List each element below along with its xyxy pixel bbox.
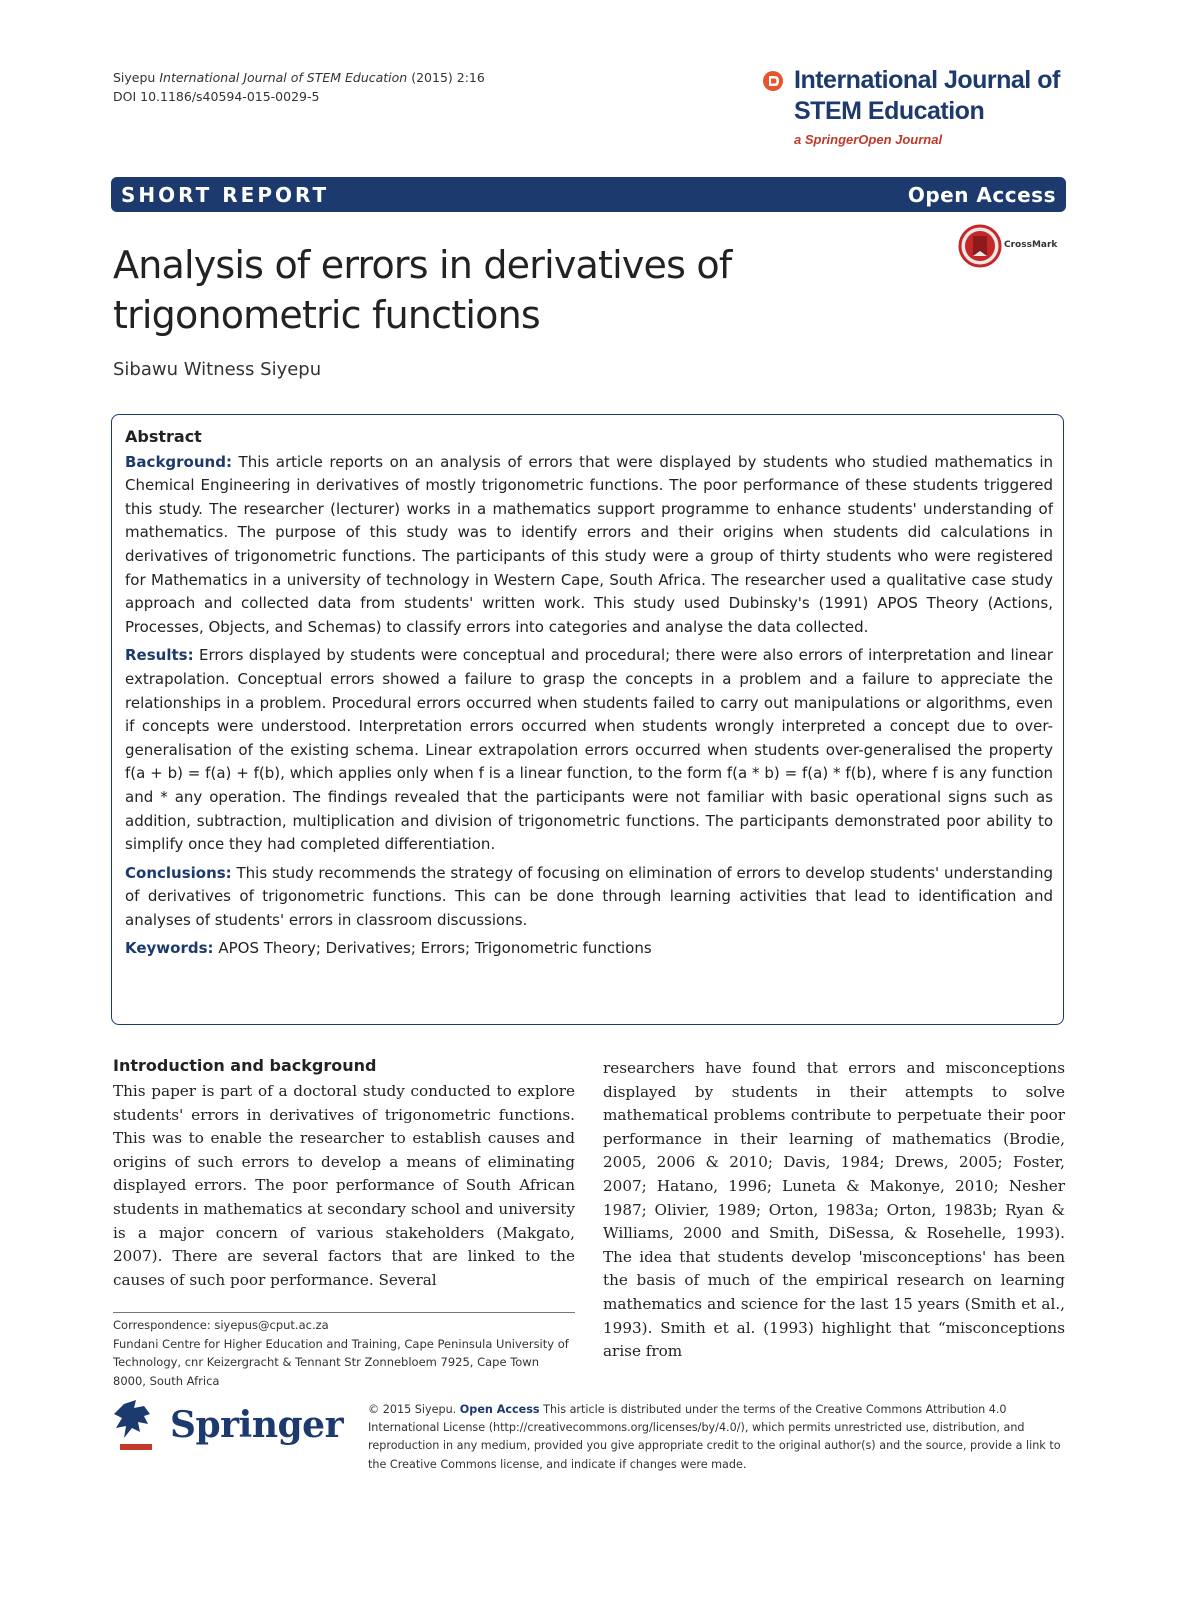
article-type: SHORT REPORT (121, 183, 330, 207)
body-column-right: researchers have found that errors and misconceptions displayed by students in their attempts to solve mathematical problems contribute to perpetuate their poor performance in their learning of mathematics (Brodie, 2005, 2006 & 2010; Davis, 1984; Drews, 2005; Foster, 2007; Hatano, 1996; Luneta & Makonye, 2010; Nesher 1987; Olivier, 1989; Orton, 1983a; Orton, 1983b; Ryan & Williams, 2000 and Smith, DiSessa, & Rosehelle, 1993). The idea that students develop 'misconceptions' has been the basis of much of the empirical research on learning mathematics and science for the last 15 years (Smith et al., 1993). Smith et al. (1993) highlight that “misconceptions arise from (603, 1059, 1065, 1361)
article-type-banner (111, 177, 1066, 212)
open-access-label: Open Access (907, 183, 1056, 207)
journal-name-line2: STEM Education (794, 97, 985, 125)
conclusions-label: Conclusions: (125, 863, 232, 882)
abstract-keywords (125, 937, 1053, 961)
crossmark-icon (958, 224, 1002, 268)
author-name: Sibawu Witness Siyepu (113, 359, 322, 380)
abstract-box (111, 414, 1064, 1025)
journal-mark-icon (762, 70, 784, 92)
journal-name-line1: International Journal of (794, 66, 1060, 94)
correspondence-email[interactable]: Correspondence: siyepus@cput.ac.za (113, 1318, 329, 1332)
background-label: Background: (125, 452, 232, 471)
license-text: This article is distributed under the terms of the Creative Commons Attribution 4.0 International License (http://creativecommons.org/licenses/by/4.0/), which permits unrestricted use, distribution, and reproduction in any medium, provided you give appropriate credit to the original author(s) and the source, provide a link to the Creative Commons license, and indicate if changes were made. (368, 1403, 1061, 1471)
springer-logo (110, 1398, 344, 1458)
citation-author: Siyepu (113, 70, 156, 85)
correspondence-divider (113, 1312, 575, 1313)
abstract-background (125, 451, 1053, 640)
correspondence-affiliation: Fundani Centre for Higher Education and Training, Cape Peninsula University of Technology, cnr Keizergracht & Tennant Str Zonnebloem 7925, Cape Town 8000, South Africa (113, 1336, 569, 1388)
abstract-conclusions (125, 862, 1053, 933)
citation-journal: International Journal of STEM Education (159, 70, 408, 85)
springer-horse-icon (110, 1398, 162, 1454)
license-copyright: © 2015 Siyepu. (368, 1403, 457, 1416)
keywords-label: Keywords: (125, 939, 214, 958)
correspondence-note (113, 1316, 575, 1390)
section-heading-introduction: Introduction and background (113, 1056, 377, 1075)
keywords-text: APOS Theory; Derivatives; Errors; Trigonometric functions (218, 939, 652, 958)
conclusions-text: This study recommends the strategy of focusing on elimination of errors to develop students' understanding of derivatives of trigonometric functions. This can be done through learning activities that lead to identification and analyses of students' errors in classroom discussions. (125, 863, 1053, 929)
abstract-results (125, 644, 1053, 856)
background-text: This article reports on an analysis of errors that were displayed by students who studied mathematics in Chemical Engineering in derivatives of mostly trigonometric functions. The poor performance of these students triggered this study. The researcher (lecturer) works in a mathematics support programme to enhance students' understanding of mathematics. The purpose of this study was to identify errors and their origins when students did calculations in derivatives of trigonometric functions. The participants of this study were a group of thirty students who were registered for Mathematics in a university of technology in Western Cape, South Africa. The researcher used a qualitative case study approach and collected data from students' written work. This study used Dubinsky's (1991) APOS Theory (Actions, Processes, Objects, and Schemas) to classify errors into categories and analyse the data collected. (125, 452, 1053, 636)
article-title: Analysis of errors in derivatives of trigonometric functions (113, 243, 732, 337)
license-note (368, 1401, 1068, 1474)
crossmark-label: CrossMark (1004, 240, 1058, 250)
springer-wordmark: Springer (170, 1404, 344, 1446)
body-column-left: This paper is part of a doctoral study conducted to explore students' errors in derivatives of trigonometric functions. This was to enable the researcher to establish causes and origins of such errors to develop a means of eliminating displayed errors. The poor performance of South African students in mathematics at secondary school and university is a major concern of various stakeholders (Makgato, 2007). There are several factors that are linked to the causes of such poor performance. Several (113, 1082, 575, 1289)
results-text: Errors displayed by students were conceptual and procedural; there were also errors of interpretation and linear extrapolation. Conceptual errors showed a failure to grasp the concepts in a problem and a failure to appreciate the relationships in a problem. Procedural errors occurred when students failed to carry out manipulations or algorithms, even if concepts were understood. Interpretation errors occurred when students wrongly interpreted a concept due to over-generalisation of the existing schema. Linear extrapolation errors occurred when students over-generalised the property f(a + b) = f(a) + f(b), which applies only when f is a linear function, to the form f(a * b) = f(a) * f(b), where f is any function and * any operation. The findings revealed that the participants were not familiar with basic operational signs such as addition, subtraction, multiplication and division of trigonometric functions. The participants demonstrated poor ability to simplify once they had completed differentiation. (125, 646, 1053, 854)
crossmark-badge[interactable] (958, 224, 1068, 274)
doi[interactable]: DOI 10.1186/s40594-015-0029-5 (113, 89, 320, 104)
abstract-heading: Abstract (125, 427, 202, 446)
citation-year: (2015) 2:16 (411, 70, 485, 85)
results-label: Results: (125, 646, 194, 665)
license-open-access: Open Access (459, 1403, 540, 1416)
journal-publisher-tag: a SpringerOpen Journal (794, 132, 943, 147)
citation (113, 68, 485, 106)
